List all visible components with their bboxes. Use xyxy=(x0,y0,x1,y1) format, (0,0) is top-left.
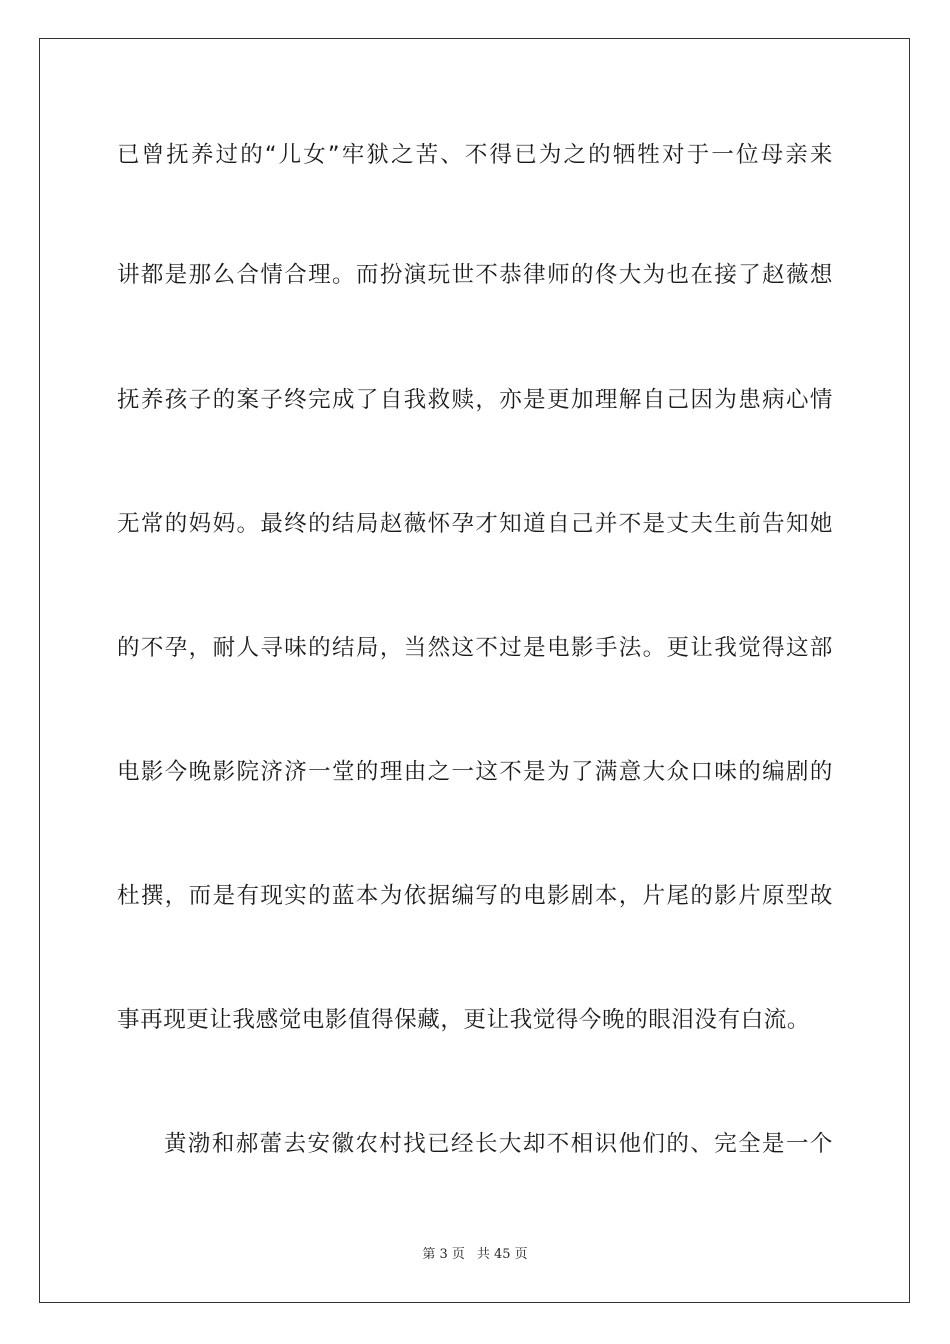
body-text-line: 无常的妈妈。最终的结局赵薇怀孕才知道自己并不是丈夫生前告知她 xyxy=(117,511,833,537)
paragraph-start-line: 黄渤和郝蕾去安徽农村找已经长大却不相识他们的、完全是一个 xyxy=(164,1131,833,1157)
body-text-line: 讲都是那么合情合理。而扮演玩世不恭律师的佟大为也在接了赵薇想 xyxy=(117,262,833,288)
body-text-line: 抚养孩子的案子终完成了自我救赎，亦是更加理解自己因为患病心情 xyxy=(117,387,833,413)
page-number: 第 3 页 xyxy=(422,1247,465,1262)
page-total: 共 45 页 xyxy=(476,1247,528,1262)
body-text-line: 事再现更让我感觉电影值得保藏，更让我觉得今晚的眼泪没有白流。 xyxy=(117,1007,811,1033)
page-border xyxy=(39,38,910,1303)
body-text-line: 已曾抚养过的“儿女”牢狱之苦、不得已为之的牺牲对于一位母亲来 xyxy=(117,142,833,168)
body-text-line: 杜撰，而是有现实的蓝本为依据编写的电影剧本，片尾的影片原型故 xyxy=(117,883,833,909)
body-text-line: 电影今晚影院济济一堂的理由之一这不是为了满意大众口味的编剧的 xyxy=(117,759,833,785)
page-footer xyxy=(0,1246,950,1264)
body-text-line: 的不孕，耐人寻味的结局，当然这不过是电影手法。更让我觉得这部 xyxy=(117,635,833,661)
